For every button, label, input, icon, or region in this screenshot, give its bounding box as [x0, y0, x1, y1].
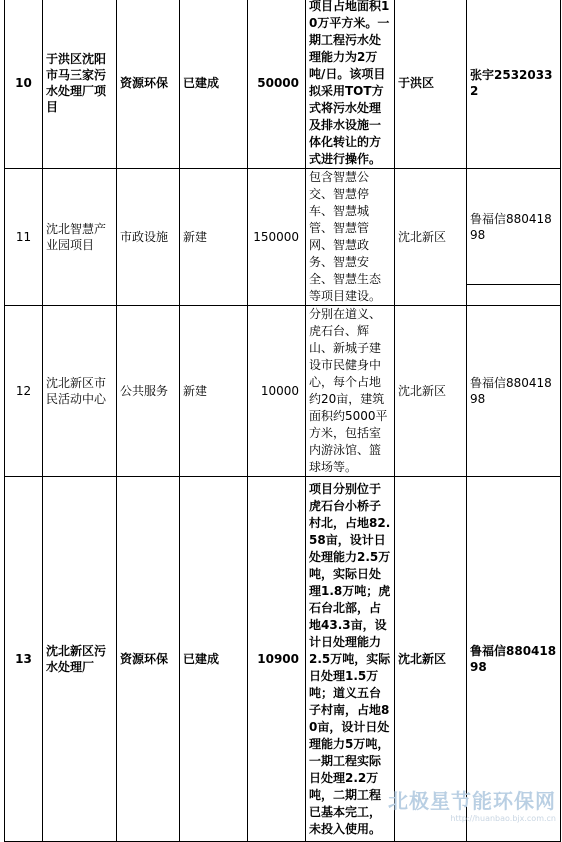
- project-category: 公共服务: [117, 306, 180, 477]
- project-description: 分别在道义、虎石台、辉山、新城子建设市民健身中心，每个占地约20亩，建筑面积约5000平方米，包括室内游泳馆、篮球场等。: [306, 306, 395, 477]
- project-district: 沈北新区: [395, 306, 467, 477]
- project-status: 已建成: [180, 477, 248, 842]
- project-name: 沈北新区污水处理厂: [43, 477, 117, 842]
- project-investment: 50000: [248, 0, 306, 169]
- project-status: 新建: [180, 169, 248, 306]
- contact-cell: [467, 169, 561, 306]
- table-row: [5, 477, 561, 842]
- project-status: 新建: [180, 306, 248, 477]
- project-category: 市政设施: [117, 169, 180, 306]
- watermark-title: 北极星节能环保网: [388, 789, 556, 813]
- project-name: 于洪区沈阳市马三家污水处理厂项目: [43, 0, 117, 169]
- row-number: 11: [5, 169, 43, 306]
- project-description: 包含智慧公交、智慧停车、智慧城管、智慧管网、智慧政务、智慧安全、智慧生态等项目建设。: [306, 169, 395, 306]
- project-investment: 10000: [248, 306, 306, 477]
- row-number: 10: [5, 0, 43, 169]
- project-investment: 150000: [248, 169, 306, 306]
- project-district: 沈北新区: [395, 477, 467, 842]
- project-category: 资源环保: [117, 0, 180, 169]
- table-row: [5, 169, 561, 306]
- row-number: 12: [5, 306, 43, 477]
- project-description: 项目占地面积10万平方米。一期工程污水处理能力为2万吨/日。该项目拟采用TOT方式将污水处理及排水设施一体化转让的方式进行操作。: [306, 0, 395, 169]
- project-contact: 张宇25320332: [467, 0, 561, 169]
- project-table: [4, 0, 561, 842]
- project-district: 沈北新区: [395, 169, 467, 306]
- project-description: 项目分别位于虎石台小桥子村北，占地82.58亩，设计日处理能力2.5万吨，实际日处理1.8万吨；虎石台北部，占地43.3亩，设计日处理能力2.5万吨，实际日处理1.5万吨；道义五台子村南，占地80亩，设计日处理能力5万吨，一期工程实际日处理2.2万吨，二期工程已基本完工，未投入使用。: [306, 477, 395, 842]
- project-contact: 鲁福信88041898: [467, 306, 561, 477]
- table-row: [5, 306, 561, 477]
- project-name: 沈北新区市民活动中心: [43, 306, 117, 477]
- watermark-url: http://huanbao.bjx.com.cn: [450, 814, 556, 823]
- project-contact: 鲁福信88041898: [467, 169, 560, 285]
- project-district: 于洪区: [395, 0, 467, 169]
- row-number: 13: [5, 477, 43, 842]
- project-category: 资源环保: [117, 477, 180, 842]
- project-name: 沈北智慧产业园项目: [43, 169, 117, 306]
- project-status: 已建成: [180, 0, 248, 169]
- project-contact: 鲁福信88041898: [467, 477, 561, 842]
- table-row: [5, 0, 561, 169]
- project-investment: 10900: [248, 477, 306, 842]
